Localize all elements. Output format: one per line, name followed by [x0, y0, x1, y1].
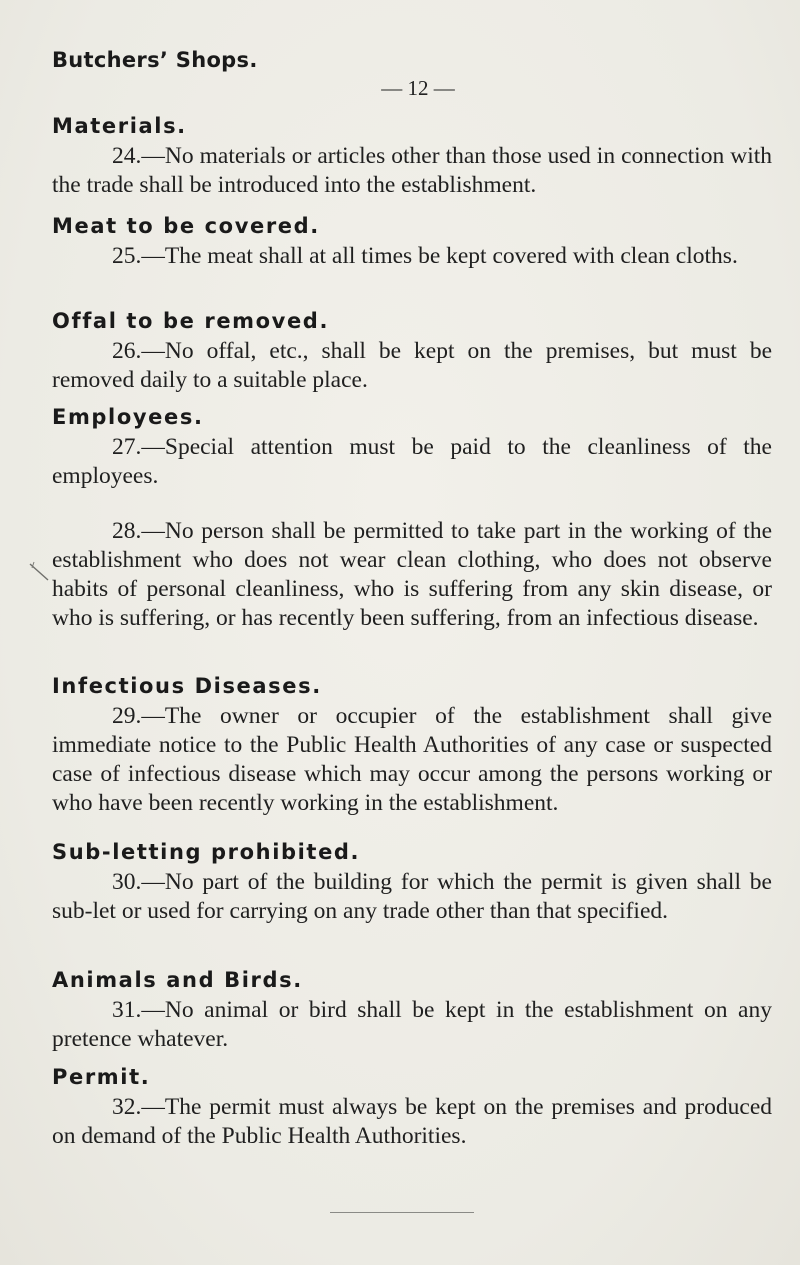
section-paragraph: 29.—The owner or occupier of the establishment shall give immediate notice to the Public Health Authorities of any case or suspected case of infectious disease which may occur among the persons working or who have been recently working in the establishment. [52, 703, 772, 816]
section-paragraph: 30.—No part of the building for which the permit is given shall be sub-let or used for carrying on any trade other than that specified. [52, 869, 772, 924]
closing-rule [330, 1212, 474, 1213]
section-sub-letting [52, 838, 772, 926]
section-heading: Employees. [52, 405, 204, 429]
section-materials [52, 112, 772, 200]
running-head: Butchers’ Shops. [52, 48, 258, 72]
section-paragraph: 25.—The meat shall at all times be kept covered with clean cloths. [112, 243, 738, 269]
section-paragraph: 27.—Special attention must be paid to the cleanliness of the employees. [52, 434, 772, 489]
section-heading: Meat to be covered. [52, 214, 320, 238]
section-paragraph: 28.—No person shall be permitted to take part in the working of the establishment who does not wear clean clothing, who does not observe habits of personal cleanliness, who is suffering from any skin disease, or who is suffering, or has recently been suffering, from an infectious disease. [52, 518, 772, 631]
page-number: — 12 — [381, 76, 455, 100]
section-paragraph: 24.—No materials or articles other than those used in connection with the trade shall be introduced into the establishment. [52, 143, 772, 198]
section-heading: Permit. [52, 1065, 151, 1089]
section-heading: Animals and Birds. [52, 968, 303, 992]
section-meat-covered [52, 212, 772, 271]
section-infectious-diseases [52, 672, 772, 818]
margin-pencil-mark-icon [28, 560, 52, 584]
section-paragraph: 31.—No animal or bird shall be kept in the establishment on any pretence whatever. [52, 997, 772, 1052]
section-heading: Sub-letting prohibited. [52, 840, 361, 864]
section-employees [52, 403, 772, 633]
section-paragraph: 32.—The permit must always be kept on the premises and produced on demand of the Public Health Authorities. [52, 1094, 772, 1149]
section-animals-birds [52, 966, 772, 1054]
section-heading: Materials. [52, 114, 187, 138]
section-permit [52, 1063, 772, 1151]
section-heading: Offal to be removed. [52, 309, 330, 333]
section-heading: Infectious Diseases. [52, 674, 322, 698]
section-paragraph: 26.—No offal, etc., shall be kept on the premises, but must be removed daily to a suitable place. [52, 338, 772, 393]
section-offal-removed [52, 307, 772, 395]
